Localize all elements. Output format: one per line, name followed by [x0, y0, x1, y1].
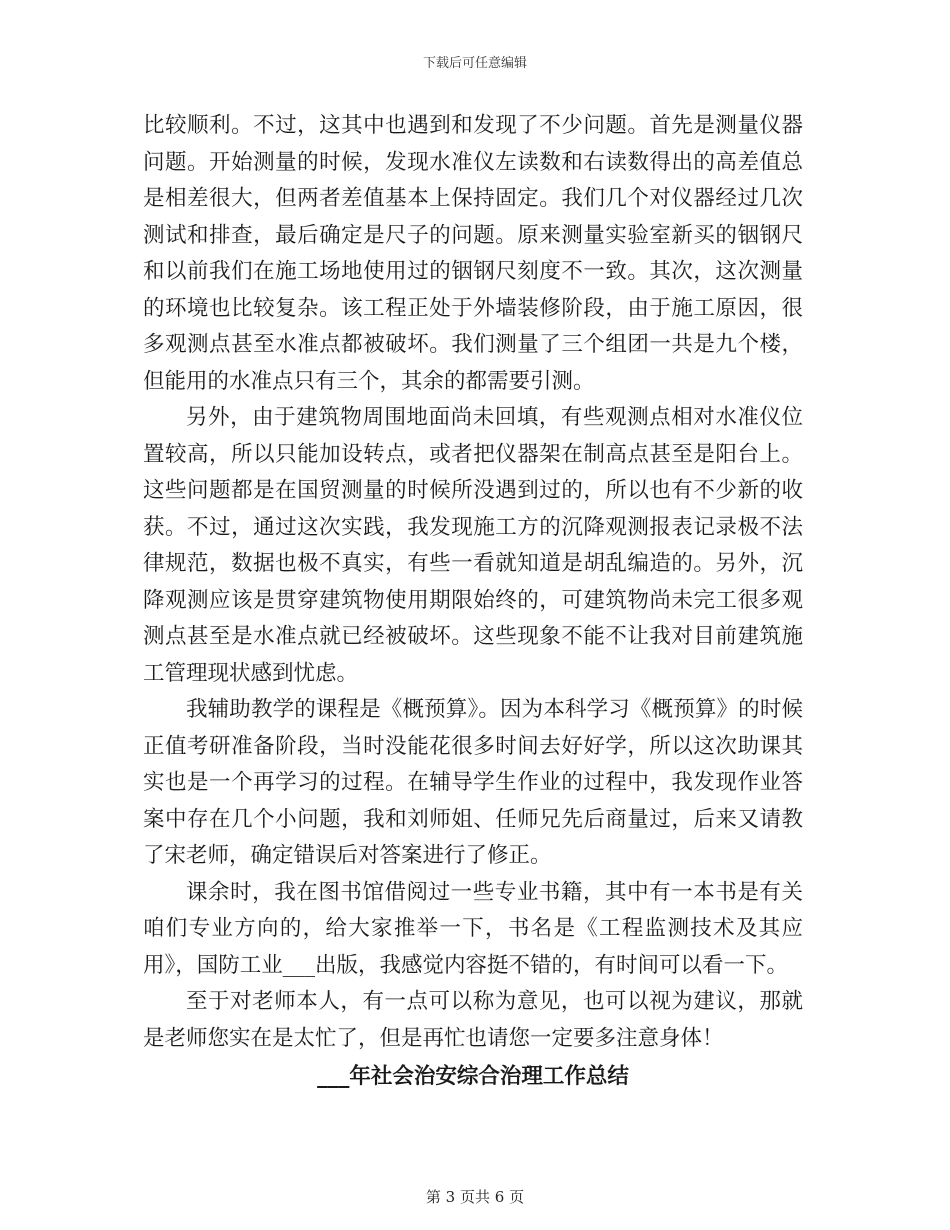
page-footer: 第 3 页共 6 页 — [425, 1188, 525, 1206]
section-heading: ___年社会治安综合治理工作总结 — [317, 1064, 629, 1089]
paragraph-3: 我辅助教学的课程是《概预算》。因为本科学习《概预算》的时候正值考研准备阶段，当时没能花很多时间去好好学，所以这次助课其实也是一个再学习的过程。在辅导学生作业的过程中，我发现作业答案中存在几个小问题，我和刘师姐、任师兄先后商量过，后来又请教了宋老师，确定错误后对答案进行了修正。 — [143, 697, 803, 868]
paragraph-4: 课余时，我在图书馆借阅过一些专业书籍，其中有一本书是有关咱们专业方向的，给大家推举一下，书名是《工程监测技术及其应用》，国防工业___出版，我感觉内容挺不错的，有时间可以看一下。 — [143, 879, 803, 978]
paragraph-2: 另外，由于建筑物周围地面尚未回填，有些观测点相对水准仪位置较高，所以只能加设转点，或者把仪器架在制高点甚至是阳台上。这些问题都是在国贸测量的时候所没遇到过的，所以也有不少新的收获。不过，通过这次实践，我发现施工方的沉降观测报表记录极不法律规范，数据也极不真实，有些一看就知道是胡乱编造的。另外，沉降观测应该是贯穿建筑物使用期限始终的，可建筑物尚未完工很多观测点甚至是水准点就已经被破坏。这些现象不能不让我对目前建筑施工管理现状感到忧虑。 — [143, 405, 803, 686]
paragraph-1: 比较顺利。不过，这其中也遇到和发现了不少问题。首先是测量仪器问题。开始测量的时候，发现水准仪左读数和右读数得出的高差值总是相差很大，但两者差值基本上保持固定。我们几个对仪器经过几次测试和排查，最后确定是尺子的问题。原来测量实验室新买的铟钢尺和以前我们在施工场地使用过的铟钢尺刻度不一致。其次，这次测量的环境也比较复杂。该工程正处于外墙装修阶段，由于施工原因，很多观测点甚至水准点都被破坏。我们测量了三个组团一共是九个楼，但能用的水准点只有三个，其余的都需要引测。 — [143, 113, 803, 394]
page-header: 下载后可任意编辑 — [422, 56, 527, 71]
document-body — [143, 108, 803, 1096]
paragraph-5: 至于对老师本人，有一点可以称为意见，也可以视为建议，那就是老师您实在是太忙了，但是再忙也请您一定要多注意身体！ — [143, 989, 803, 1051]
